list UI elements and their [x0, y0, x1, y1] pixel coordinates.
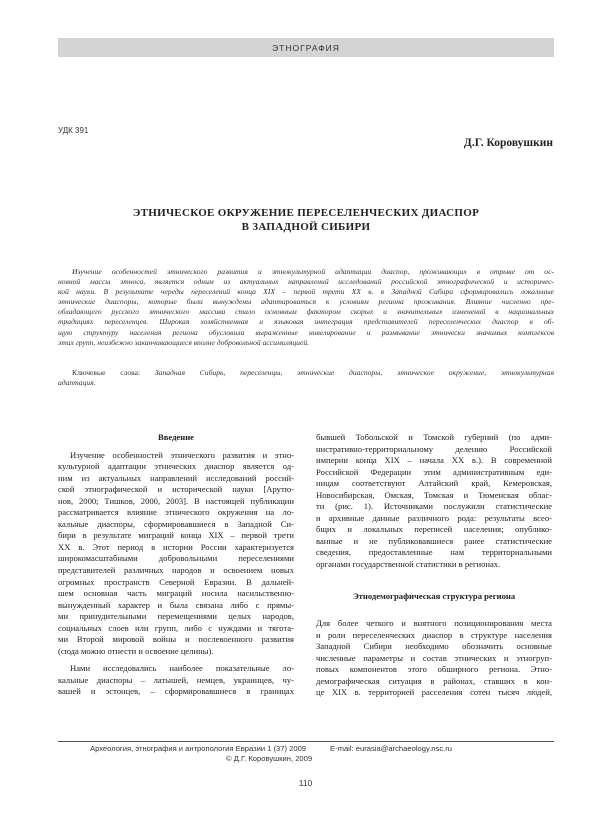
footer [58, 744, 554, 764]
footer-journal-row [58, 744, 554, 754]
text-line: огромных пространств Северной Евразии. В дальней- [58, 576, 294, 587]
keywords [58, 368, 554, 388]
text-line: вынужденный характер и была связана либо с прямы- [58, 599, 294, 610]
spacer [316, 571, 552, 591]
text-line: ской этнографической и исторической науки [Арутю- [58, 484, 294, 495]
text-line: повых компонентов этого обширного региона. Этно- [316, 664, 552, 675]
udk-code: УДК 391 [58, 126, 89, 135]
page-number: 110 [298, 778, 313, 788]
text-line: ванные и не публиковавшиеся ранее статистические [316, 535, 552, 546]
text-line: и роли переселенческих диаспор в структуре населения [316, 629, 552, 640]
text-line: и архивные данные различного рода: результаты всео- [316, 512, 552, 523]
text-line: бывшей Тобольской и Томской губерний (по адми- [316, 432, 552, 442]
text-line: империи конца XIX – начала XX в.). В современной [316, 455, 552, 466]
section-title: ЭТНОГРАФИЯ [272, 43, 340, 53]
spacer [316, 602, 552, 618]
section-heading-ethnodemography: Этнодемографическая структура региона [352, 590, 516, 601]
text-line: нов, 2000; Тишков, 2000, 2003]. В настоящей публикации [58, 495, 294, 506]
text-line: представителей различных народов и освоением новых [58, 565, 294, 576]
abstract-line: традициях переселенцев. Широкая хозяйственная и языковая интеграция представителей переселенческих диаспор в об- [58, 317, 554, 327]
footer-copyright: © Д.Г. Коровушкин, 2009 [226, 754, 313, 763]
text-line: бщих и локальных переписей населения; опублико- [316, 524, 552, 535]
keywords-line [58, 368, 554, 378]
text-line: XX в. Этот период в истории России характеризуется [58, 541, 294, 552]
keywords-label: Ключевые слова: [72, 368, 155, 377]
text-line: рассматривается влияние этнического окружения на ло- [58, 507, 294, 518]
text-line: нистративно-территориальному делению Российской [316, 443, 552, 454]
section-heading-intro: Введение [158, 432, 194, 442]
article-title [58, 206, 554, 234]
section-banner [58, 38, 554, 57]
footer-email[interactable]: E-mail: eurasia@archaeology.nsc.ru [330, 744, 452, 753]
abstract-line: обладающего русского этнического массива стало основным фактором скорых и значительных изменений в национальных [58, 307, 554, 317]
text-line: численные параметры и состав этнических и этногруп- [316, 652, 552, 663]
text-line: широкомасштабными добровольными переселениями [58, 553, 294, 564]
text-line: органами государственной статистики в регионах. [316, 559, 501, 570]
text-line: (сюда можно отнести и освоение целины). [58, 645, 214, 656]
abstract-line: щую структуру населения региона обусловила выраженные нивелирование и размывание этнически значимых комплексов [58, 327, 554, 337]
abstract-line: кой науки. В результате череды переселений конца XIX – первой трети XX в. в Западной Сибири сформировались локальные [58, 287, 554, 297]
text-line: Российской Федерации этим административным еди- [316, 466, 552, 477]
keywords-line: адаптация. [58, 378, 96, 388]
text-line: Для более четкого и внятного позиционирования места [316, 618, 552, 629]
abstract-line: этнические диаспоры, которые были вынуждены адаптироваться к условиям региона проживания. Влияние численно пре- [58, 297, 554, 307]
text-line: кальные диаспоры, сформировавшиеся в Западной Си- [58, 518, 294, 529]
abstract-line: этих групп, неизбежно заканчивающиеся вполне добровольной ассимиляцией. [58, 337, 310, 347]
text-line: демографическая ситуация в районах, ставших в кон- [316, 675, 552, 686]
text-line: вашей и эстонцев, – сформировавшиеся в границах [58, 686, 294, 697]
text-line: ницам соответствуют Алтайский край, Кемеровская, [316, 478, 552, 489]
author-name: Д.Г. Коровушкин [463, 137, 553, 149]
text-line: шем основная часть миграций носила насильственно- [58, 588, 294, 599]
text-line: Западной Сибири необходимо обозначить основные [316, 641, 552, 652]
text-line: це XIX в. территорией расселения сотен тысяч людей, [316, 687, 552, 698]
text-line: бири в результате миграций конца XIX – первой трети [58, 530, 294, 541]
left-column [58, 432, 294, 698]
abstract-line: Изучение особенностей этнического развития и этнокультурной адаптации диаспор, проживающих в отрыве от ос- [72, 267, 554, 276]
text-line: кальные диаспоры – латышей, немцев, украинцев, чу- [58, 674, 294, 685]
journal-citation: Археология, этнография и антропология Евразии 1 (37) 2009 [90, 744, 307, 753]
text-line: Нами исследовались наиболее показательные ло- [70, 663, 294, 674]
text-line: ним из актуальных направлений исследований россий- [58, 472, 294, 483]
text-line: ми принудительными перемещениями целых народов, [58, 611, 294, 622]
text-line: Новосибирская, Омская, Томская и Тюменская облас- [316, 489, 552, 500]
text-line: сведения, предоставленные нам территориальными [316, 547, 552, 558]
right-column [316, 432, 552, 699]
text-line: Изучение особенностей этнического развития и этно- [70, 449, 294, 460]
abstract [58, 267, 554, 348]
text-line: ми Второй мировой войны и послевоенного развития [58, 634, 294, 645]
abstract-line: новной массы этноса, является одним из актуальных направлений исследований российской этнографической и историчес- [58, 277, 554, 287]
title-line: ЭТНИЧЕСКОЕ ОКРУЖЕНИЕ ПЕРЕСЕЛЕНЧЕСКИХ ДИАСПОР [132, 207, 480, 219]
text-line: культурной адаптации этнических диаспор является од- [58, 461, 294, 472]
footer-divider [58, 741, 554, 742]
text-line: социальных слоев или групп, либо с нуждами и тягота- [58, 622, 294, 633]
text-line: ти (рис. 1). Источниками послужили статистические [316, 501, 552, 512]
keywords-list: Западная Сибирь, переселенцы, этнические диаспоры, этническое окружение, этнокультурная [154, 368, 554, 377]
title-line: В ЗАПАДНОЙ СИБИРИ [241, 221, 371, 233]
